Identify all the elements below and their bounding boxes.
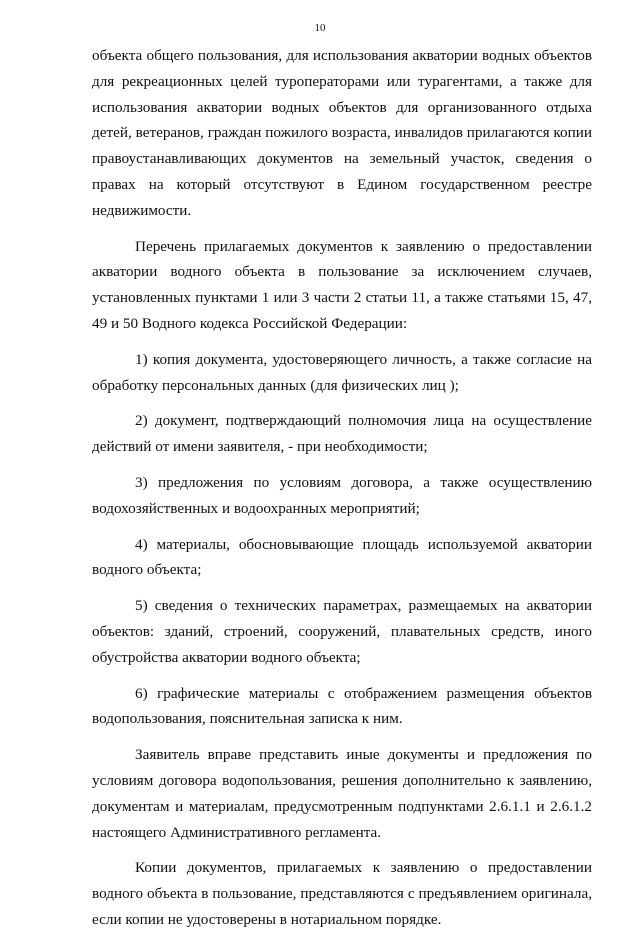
paragraph-documents-list-intro: Перечень прилагаемых документов к заявлению о предоставлении акватории водного объекта в пользование за исключением случаев, установленных пунктами 1 или 3 части 2 статьи 11, а также статьями 15, 47, 49 и 50 Водного кодекса Российской Федерации: <box>92 237 592 332</box>
paragraph-continuation: объекта общего пользования, для использования акватории водных объектов для рекреационных целей туроператорами или турагентами, а также для использования акватории водных объектов для организованного отдыха детей, ветеранов, граждан пожилого возраста, инвалидов прилагаются копии правоустанавливающих документов на земельный участок, сведения о правах на который отсутствуют в Едином государственном реестре недвижимости. <box>92 47 592 219</box>
paragraph-applicant-right: Заявитель вправе представить иные документы и предложения по условиям договора водопользования, решения дополнительно к заявлению, документам и материалам, предусмотренным подпунктами 2.6.1.1 и 2.6.1.2 настоящего Административного регламента. <box>92 746 592 841</box>
paragraph-copies: Копии документов, прилагаемых к заявлению о предоставлении водного объекта в пользование, представляются с предъявлением оригинала, если копии не удостоверены в нотариальном порядке. <box>92 859 592 928</box>
page-number: 10 <box>314 22 326 34</box>
list-item-6: 6) графические материалы с отображением размещения объектов водопользования, пояснительная записка к ним. <box>92 684 592 728</box>
list-item-1: 1) копия документа, удостоверяющего личность, а также согласие на обработку персональных данных (для физических лиц ); <box>92 350 592 394</box>
document-body <box>92 43 592 933</box>
list-item-3: 3) предложения по условиям договора, а также осуществлению водохозяйственных и водоохранных мероприятий; <box>92 473 592 517</box>
list-item-4: 4) материалы, обосновывающие площадь используемой акватории водного объекта; <box>92 535 592 579</box>
list-item-5: 5) сведения о технических параметрах, размещаемых на акватории объектов: зданий, строений, сооружений, плавательных средств, иного обустройства акватории водного объекта; <box>92 597 592 666</box>
list-item-2: 2) документ, подтверждающий полномочия лица на осуществление действий от имени заявителя, - при необходимости; <box>92 412 592 456</box>
